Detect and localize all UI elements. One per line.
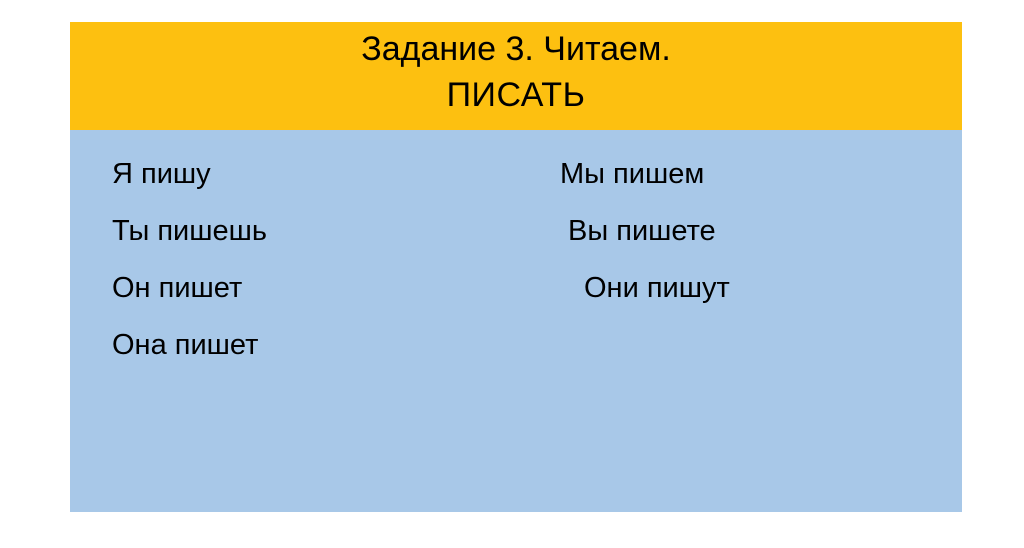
- conjugation-columns: [70, 146, 962, 374]
- slide-header: [70, 22, 962, 130]
- list-item: Вы пишете: [568, 215, 716, 247]
- list-item: Он пишет: [112, 272, 243, 304]
- list-item: Они пишут: [584, 272, 730, 304]
- page-title-line-2: ПИСАТЬ: [446, 76, 586, 114]
- conjugation-column-plural: [516, 146, 962, 374]
- list-item: Мы пишем: [560, 158, 705, 190]
- conjugation-column-singular: [70, 146, 516, 374]
- page-title-line-1: Задание 3. Читаем.: [361, 30, 671, 68]
- list-item: Она пишет: [112, 329, 259, 361]
- slide: [70, 22, 962, 512]
- slide-body: [70, 130, 962, 512]
- list-item: Ты пишешь: [112, 215, 268, 247]
- list-item: Я пишу: [112, 158, 211, 190]
